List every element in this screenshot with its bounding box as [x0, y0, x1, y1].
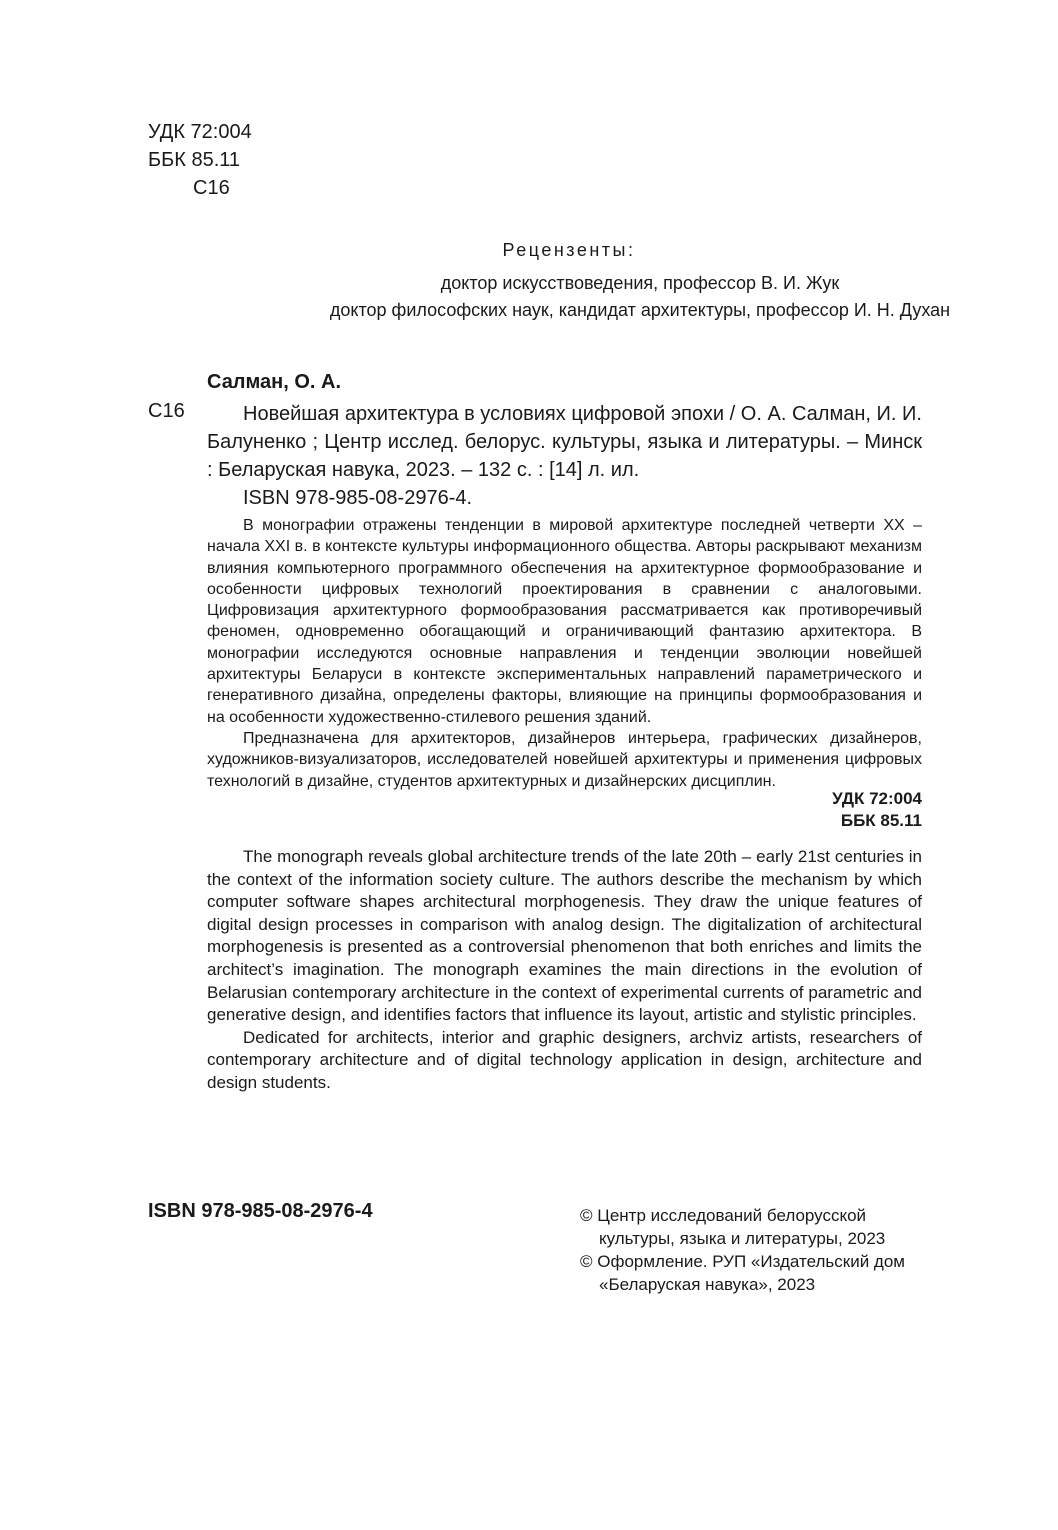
udk-code: УДК 72:004 [148, 121, 252, 143]
reviewers-title: Рецензенты: [502, 240, 636, 260]
annotation-en [207, 846, 922, 1095]
annotation-ru [207, 515, 922, 792]
bbk-code: ББК 85.11 [148, 149, 241, 171]
bib-isbn: ISBN 978-985-08-2976-4. [243, 487, 473, 509]
bib-author: Салман, О. А. [207, 371, 342, 393]
annotation-en-paragraph: The monograph reveals global architecture trends of the late 20th – early 21st centuries in the context of the information society culture. The authors describe the mechanism by which computer software shapes architectural morphogenesis. They draw the unique features of digital design processes in comparison with analog design. The digitalization of architectural morphogenesis is presented as a controversial phenomenon that both enriches and limits the architect’s imagination. The monograph examines the main directions in the evolution of Belarusian contemporary architecture in the context of experimental currents of parametric and generative design, and identifies factors that influence its layout, artistic and stylistic principles. [207, 847, 922, 1025]
reviewer-line: доктор философских наук, кандидат архитектуры, профессор И. Н. Духан [329, 300, 951, 320]
bib-record [207, 400, 922, 512]
annotation-ru-paragraph: Предназначена для архитекторов, дизайнеров интерьера, графических дизайнеров, художников-визуализаторов, исследователей новейшей архитектуры и применения цифровых технологий в дизайне, студентов архитектурных и дизайнерских дисциплин. [207, 729, 922, 790]
annotation-bbk: ББК 85.11 [840, 811, 922, 830]
bib-left-code: С16 [148, 400, 185, 422]
annotation-en-paragraph: Dedicated for architects, interior and graphic designers, archviz artists, researchers of contemporary architecture and of digital technology application in design, architecture and design students. [207, 1027, 922, 1092]
copyright-line: © Оформление. РУП «Издательский дом [580, 1252, 905, 1271]
annotation-udk: УДК 72:004 [832, 789, 922, 808]
reviewer-line: доктор искусствоведения, профессор В. И. Жук [440, 273, 840, 293]
copyright-line: культуры, языка и литературы, 2023 [599, 1229, 886, 1248]
classification-codes [148, 118, 252, 202]
copyright-block [580, 1204, 905, 1296]
bib-description: Новейшая архитектура в условиях цифровой эпохи / О. А. Салман, И. И. Балуненко ; Центр исслед. белорус. культуры, языка и литературы. – Минск : Беларуская навука, 2023. – 132 с. : [14] л. ил. [207, 403, 922, 481]
author-sign: С16 [193, 177, 230, 199]
reviewers-list [230, 270, 1050, 324]
footer-isbn: ISBN 978-985-08-2976-4 [148, 1200, 373, 1222]
copyright-line: «Беларуская навука», 2023 [599, 1275, 816, 1294]
annotation-codes [207, 788, 922, 832]
copyright-line: © Центр исследований белорусской [580, 1206, 867, 1225]
annotation-ru-paragraph: В монографии отражены тенденции в мировой архитектуре последней четверти XX – начала XXI в. в контексте культуры информационного общества. Авторы раскрывают механизм влияния компьютерного программного обеспечения на архитектурное формообразование и особенности цифровых технологий проектирования в сравнении с аналоговыми. Цифровизация архитектурного формообразования рассматривается как противоречивый феномен, одновременно обогащающий и ограничивающий фантазию архитектора. В монографии исследуются основные направления и тенденции эволюции новейшей архитектуры Беларуси в контексте экспериментальных направлений параметрического и генеративного дизайна, определены факторы, влияющие на принципы формообразования и на особенности художественно-стилевого решения зданий. [207, 517, 922, 726]
